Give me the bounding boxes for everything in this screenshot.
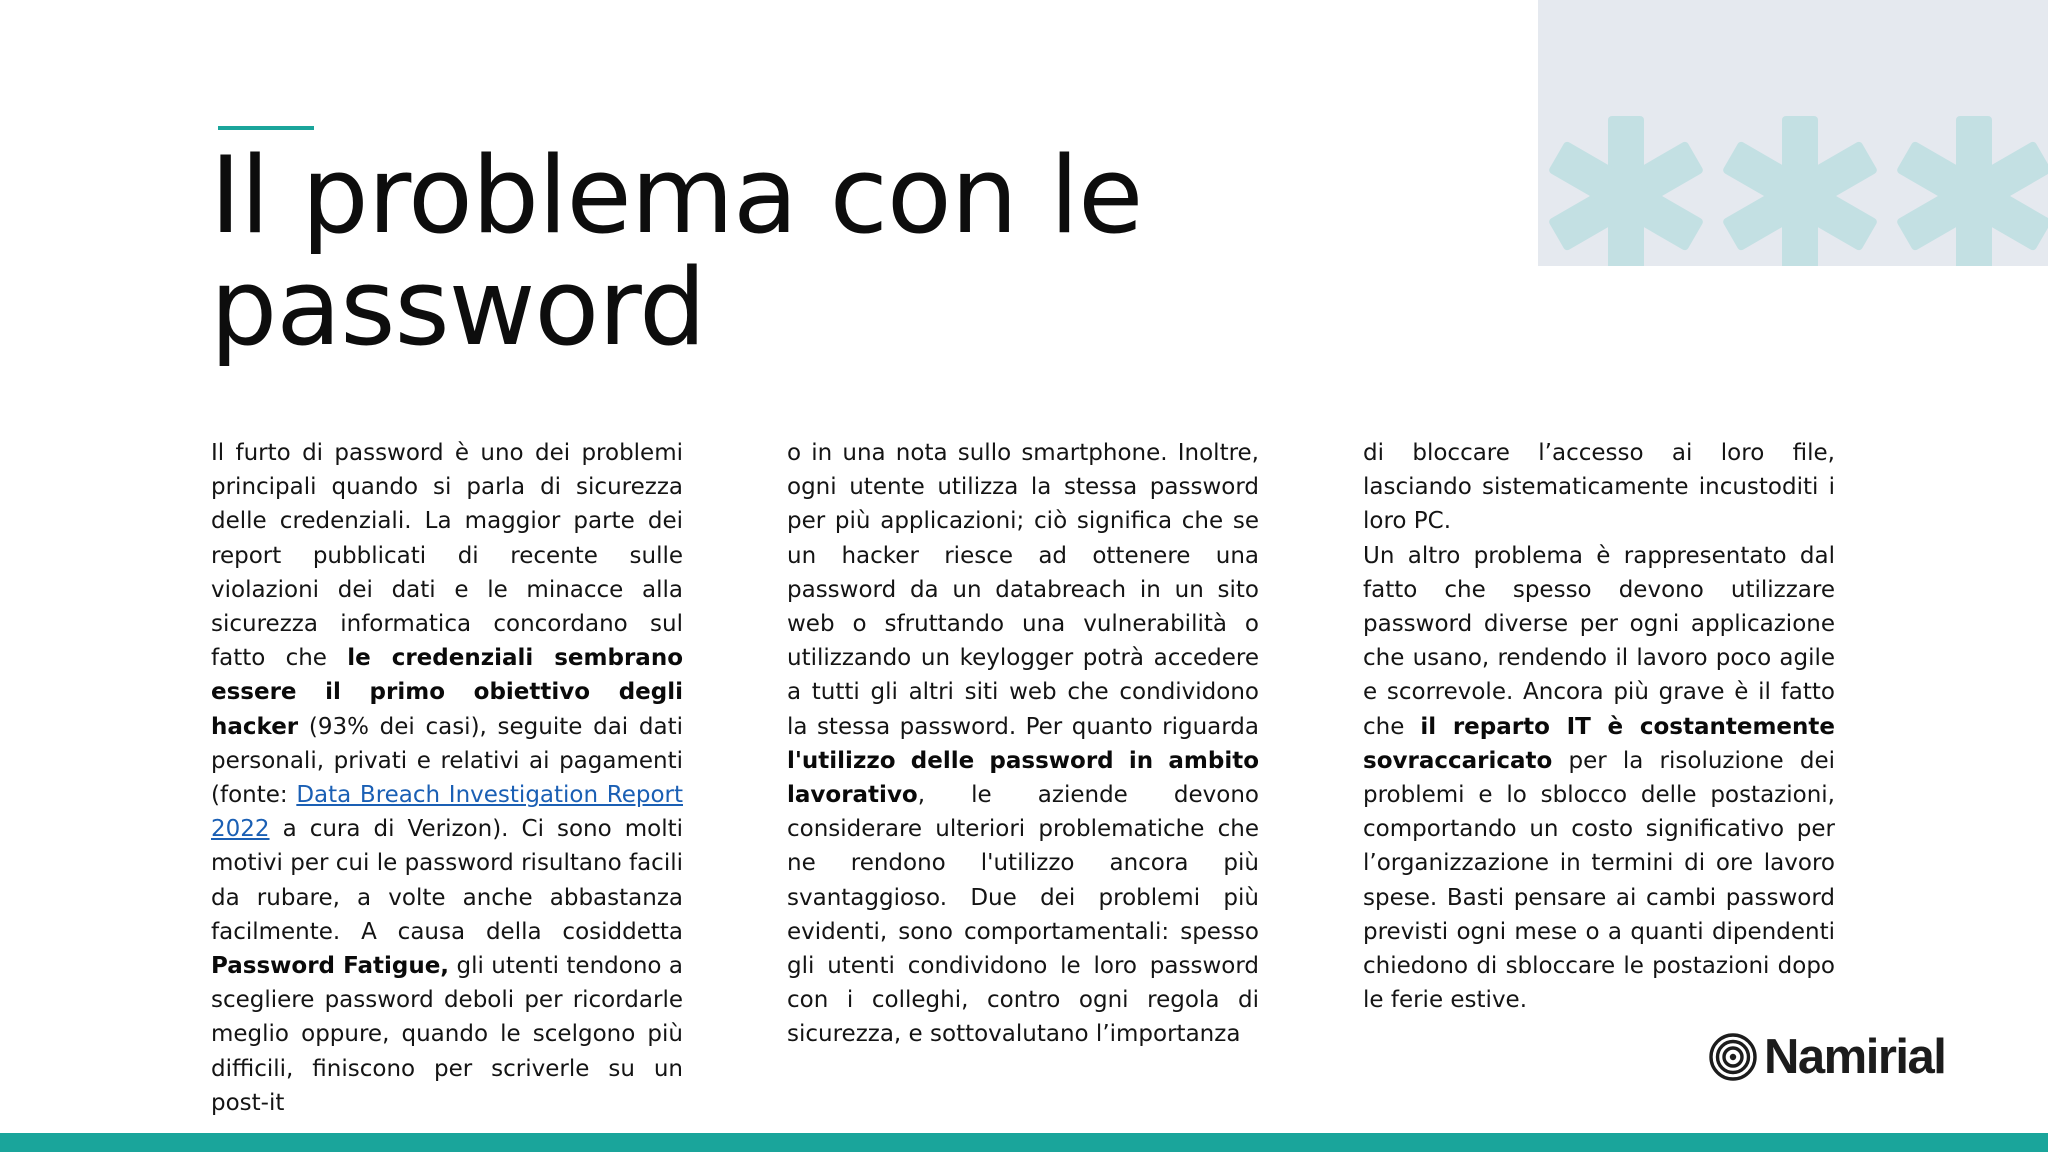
body-text: Un altro problema è rappresentato dal fatto che spesso devono utilizzare password diverse per ogni applicazione che usano, rendendo il lavoro poco agile e scorrevole. Ancora più grave è il fatto che [1363, 542, 1835, 740]
company-logo [1708, 1030, 1945, 1084]
text-column-2 [787, 436, 1259, 1052]
body-text: o in una nota sullo smartphone. Inoltre, ogni utente utilizza la stessa password per più applicazioni; ciò significa che se un hacker riesce ad ottenere una password da un databreach in un sito web o sfruttando una vulnerabilità o utilizzando un keylogger potrà accedere a tutti gli altri siti web che condividono la stessa password. Per quanto riguarda [787, 440, 1259, 740]
body-text: per la risoluzione dei problemi e lo sblocco delle postazioni, comportando un costo significativo per l’organizzazione in termini di ore lavoro spese. Basti pensare ai cambi password previsti ogni mese o a quanti dipendenti chiedono di sbloccare le postazioni dopo le ferie estive. [1363, 747, 1835, 1014]
title-accent-line [218, 126, 314, 130]
body-text: a cura di Verizon). Ci sono molti motivi per cui le password risultano facili da rubare, a volte anche abbastanza facilmente. A causa della cosiddetta [211, 816, 683, 945]
body-text: Il furto di password è uno dei problemi principali quando si parla di sicurezza delle credenziali. La maggior parte dei report pubblicati di recente sulle violazioni dei dati e le minacce alla sicurezza informatica concordano sul fatto che [211, 440, 683, 672]
text-column-1 [211, 436, 683, 1120]
body-text: , le aziende devono considerare ulteriori problematiche che ne rendono l'utilizzo ancora più svantaggioso. Due dei problemi più evidenti, sono comportamentali: spesso gli utenti condividono le loro password con i colleghi, contro ogni regola di sicurezza, e sottovalutano l’importanza [787, 782, 1259, 1048]
paragraph [1363, 436, 1835, 539]
paragraph [211, 436, 683, 1120]
page-title: Il problema con le password [210, 134, 1143, 369]
bold-text: Password Fatigue, [211, 953, 450, 980]
body-text: gli utenti tendono a scegliere password deboli per ricordarle meglio oppure, quando le scelgono più difficili, finiscono per scriverle su un post-it [211, 953, 683, 1116]
paragraph [787, 436, 1259, 1052]
text-column-3 [1363, 436, 1835, 1017]
decorative-password-panel [1538, 0, 2048, 266]
body-text: di bloccare l’accesso ai loro file, lasciando sistematicamente incustoditi i loro PC. [1363, 440, 1835, 535]
logo-wordmark: Namirial [1764, 1030, 1946, 1084]
bold-text: il reparto IT è costantemente sovraccaricato [1363, 713, 1835, 774]
report-link[interactable]: Data Breach Investigation Report 2022 [211, 782, 683, 843]
asterisk-password-icon [1538, 0, 2048, 266]
body-text: (93% dei casi), seguite dai dati personali, privati e relativi ai pagamenti (fonte: [211, 713, 683, 809]
footer-accent-bar [0, 1133, 2048, 1152]
paragraph [1363, 539, 1835, 1018]
bold-text: le credenziali sembrano essere il primo obiettivo degli hacker [211, 645, 683, 740]
bold-text: l'utilizzo delle password in ambito lavorativo [787, 747, 1259, 809]
concentric-circles-logo-icon [1708, 1032, 1758, 1082]
